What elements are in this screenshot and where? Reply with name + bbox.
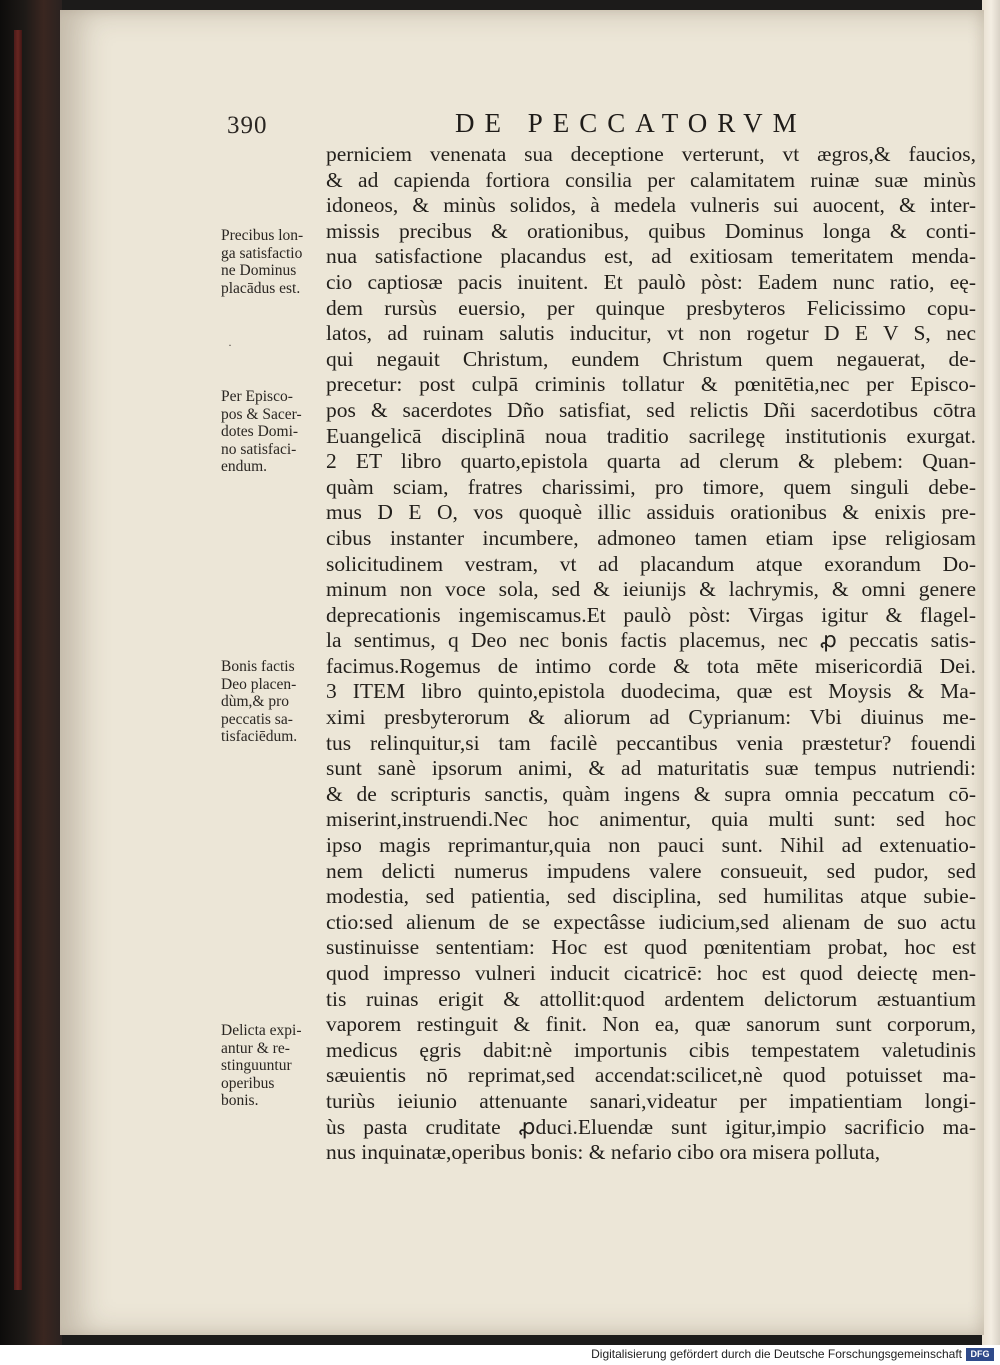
sidenote-bonis-factis (221, 658, 325, 746)
sidenote-line: Delicta expi- (221, 1022, 302, 1039)
text-line: deprecationis ingemiscamus.Et paulò pòst: Virgas igitur & flagel- (326, 602, 976, 627)
text-line: medicus ęgris dabit:nè importunis cibis tempestatem valetudinis (326, 1037, 976, 1062)
funding-credit: Digitalisierung gefördert durch die Deutsche Forschungsgemeinschaft (591, 1347, 962, 1361)
text-line: sæuientis nō reprimat,sed accendat:scilicet,nè quod potuisset ma- (326, 1063, 976, 1088)
text-line: solicitudinem vestram, vt ad placandum atque exorandum Do- (326, 551, 976, 576)
sidenote-line: pos & Sacer- (221, 405, 302, 423)
text-line: tus relinquitur,si tam facilè peccantibus venia præstetur? fouendi (326, 730, 976, 755)
text-line: quàm sciam, fratres charissimi, pro timore, quem singuli debe- (326, 474, 976, 499)
sidenote-line: endum. (221, 458, 268, 476)
text-line: idoneos, & minùs solidos, à medela vulneris sui auocent, & inter- (326, 193, 976, 218)
text-line: dem rursùs euersio, per quinque presbyteros Felicissimo copu- (326, 295, 976, 320)
sidenote-line: placādus est. (221, 279, 301, 297)
digitization-footer (0, 1345, 1000, 1365)
sidenote-line: operibus (221, 1074, 275, 1092)
text-line: minum non voce sola, sed & ieiunijs & lachrymis, & omni genere (326, 577, 976, 602)
text-line: perniciem venenata sua deceptione verterunt, vt ægros,& faucios, (326, 142, 976, 166)
running-head: DE PECCATORVM (455, 108, 807, 138)
text-line: ùs pasta cruditate ꝓduci.Eluendæ sunt igitur,impio sacrificio ma- (326, 1114, 976, 1139)
sidenote-line: stinguuntur (221, 1057, 292, 1075)
main-text-block (326, 142, 976, 1166)
sidenote-line: ne Dominus (221, 262, 297, 280)
sidenote-line: Per Episco- (221, 388, 293, 405)
text-line: & ad capienda fortiora consilia per calamitatem ruinæ suæ minùs (326, 167, 976, 192)
text-line: pos & sacerdotes Dño satisfiat, sed relictis Dñi sacerdotibus cōtra (326, 397, 976, 422)
text-line: cio captiosæ pacis inuitent. Et paulò pòst: Eadem nunc ratio, eę- (326, 269, 976, 294)
sidenote-line: no satisfaci- (221, 440, 297, 458)
stray-mark: · (228, 338, 232, 352)
text-line: modestia, sed patientia, sed disciplina, sed humilitas atque subie- (326, 884, 976, 909)
sidenote-line: Deo placen- (221, 675, 297, 693)
text-line: turiùs ieiunio attenuante sanari,videatur per impatientiam longi- (326, 1088, 976, 1113)
text-line: facimus.Rogemus de intimo corde & tota mēte misericordiā Dei. (326, 653, 976, 678)
page-edge (982, 0, 1000, 1345)
sidenote-per-episcopos (221, 388, 325, 476)
text-line: ximi presbyterorum & aliorum ad Cyprianum: Vbi diuinus me- (326, 705, 976, 730)
text-line: missis precibus & orationibus, quibus Dominus longa & conti- (326, 218, 976, 243)
sidenote-line: Precibus lon- (221, 227, 304, 244)
text-line: sunt sanè ipsorum animi, & ad maturitatis suæ tempus nutriendi: (326, 756, 976, 781)
text-line: tis ruinas erigit & attollit:quod ardentem delictorum æstuantium (326, 986, 976, 1011)
text-line: cibus instanter incumbere, admoneo tamen etiam ipse religiosam (326, 525, 976, 550)
text-line: ipso magis reprimantur,quia non pauci sunt. Nihil ad extenuatio- (326, 833, 976, 858)
text-line: nua satisfactione placandus est, ad exitiosam temeritatem menda- (326, 244, 976, 269)
sidenote-line: Bonis factis (221, 658, 295, 675)
sidenote-line: bonis. (221, 1092, 259, 1110)
text-line: 3 ITEM libro quinto,epistola duodecima, quæ est Moysis & Ma- (326, 679, 976, 704)
sidenote-line: antur & re- (221, 1039, 290, 1057)
text-line: qui negauit Christum, eundem Christum quem negauerat, de- (326, 346, 976, 371)
page-number: 390 (227, 112, 268, 139)
text-line: miserint,instruendi.Nec hoc animentur, quia multi sunt: sed hoc (326, 807, 976, 832)
sidenote-delicta (221, 1022, 325, 1110)
dfg-logo: DFG (966, 1348, 994, 1361)
text-line: nus inquinatæ,operibus bonis: & nefario cibo ora misera polluta, (326, 1140, 881, 1165)
text-line: Euangelicā disciplinā noua traditio sacrilegę institutionis exurgat. (326, 423, 976, 448)
sidenote-precibus (221, 227, 325, 297)
text-line: latos, ad ruinam salutis inducitur, vt non rogetur D E V S, nec (326, 321, 976, 346)
text-line: ctio:sed alienum de se expectâsse iudicium,sed alienam de suo actu (326, 909, 976, 934)
sidenote-line: ga satisfactio (221, 244, 303, 262)
book-spine (0, 0, 62, 1345)
spine-binding-stripe (14, 30, 22, 1290)
text-line: sustinuisse sententiam: Hoc est quod pœnitentiam probat, hoc est (326, 935, 976, 960)
sidenote-line: tisfaciēdum. (221, 728, 298, 746)
text-line: quod impresso vulneri inducit cicatricē: hoc est quod deiectę men- (326, 961, 976, 985)
sidenote-line: peccatis sa- (221, 710, 293, 728)
sidenote-line: dùm,& pro (221, 693, 290, 711)
text-line: vaporem restinguit & finit. Non ea, quæ sanorum sunt corporum, (326, 1012, 976, 1037)
text-line: nem delicti numerus impudens valere consueuit, sed pudor, sed (326, 858, 976, 883)
text-line: & de scripturis sanctis, quàm ingens & supra omnia peccatum cō- (326, 781, 976, 806)
sidenote-line: dotes Domi- (221, 423, 299, 441)
text-line: mus D E O, vos quoquè illic assiduis orationibus & enixis pre- (326, 500, 976, 525)
text-line: la sentimus, q Deo nec bonis factis placemus, nec ꝓ peccatis satis- (326, 628, 976, 653)
text-line: precetur: post culpā criminis tollatur & pœnitētia,nec per Episco- (326, 372, 976, 397)
text-line: 2 ET libro quarto,epistola quarta ad clerum & plebem: Quan- (326, 449, 976, 474)
